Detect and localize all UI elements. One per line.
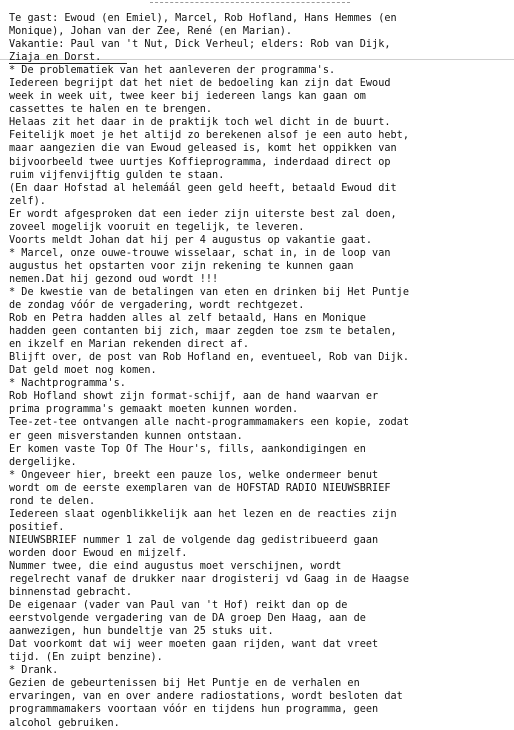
text-line: zelf). (9, 195, 46, 207)
text-line: * De problematiek van het aanleveren der programma's. (9, 65, 336, 77)
text-line: rond te delen. (9, 495, 96, 507)
text-line: prima programma's gemaakt moeten kunnen worden. (9, 404, 299, 416)
text-line: hadden geen contanten bij zich, maar zegden toe zsm te betalen, (9, 326, 397, 338)
text-line: * De kwestie van de betalingen van eten en drinken bij Het Puntje (9, 286, 409, 298)
text-line: Rob en Petra hadden alles al zelf betaald, Hans en Monique (9, 313, 366, 325)
text-line: * Nachtprogramma's. (9, 378, 126, 390)
text-line: worden door Ewoud en mijzelf. (9, 547, 188, 559)
typed-minutes-text (9, 12, 504, 730)
text-line: * Drank. (9, 665, 59, 677)
text-line: programmamakers voortaan vóór en tijdens hun programma, geen (9, 704, 379, 716)
text-line: ervaringen, van en over andere radiostations, wordt besloten dat (9, 691, 403, 703)
text-line: Dat geld moet nog komen. (9, 365, 157, 377)
text-line: bijvoorbeeld twee uurtjes Koffieprogramma, inderdaad direct op (9, 156, 391, 168)
text-line: Iedereen begrijpt dat het niet de bedoeling kan zijn dat Ewoud (9, 78, 391, 90)
text-line: Monique), Johan van der Zee, René (en Marian). (9, 26, 293, 38)
text-line: alcohol gebruiken. (9, 717, 120, 729)
text-line: dergelijke. (9, 456, 77, 468)
text-line: Te gast: Ewoud (en Emiel), Marcel, Rob Hofland, Hans Hemmes (en (9, 13, 397, 24)
text-line: Gezien de gebeurtenissen bij Het Puntje en de verhalen en (9, 678, 360, 690)
text-line: NIEUWSBRIEF nummer 1 zal de volgende dag gedistribueerd gaan (9, 534, 379, 546)
text-line: er geen misverstanden kunnen ontstaan. (9, 430, 243, 442)
text-line: zoveel mogelijk vooruit en tegelijk, te leveren. (9, 221, 305, 233)
text-line: Tee-zet-tee ontvangen alle nacht-programmamakers een kopie, zodat (9, 417, 409, 429)
text-line: * Marcel, onze ouwe-trouwe wisselaar, schat in, in de loop van (9, 247, 391, 259)
text-line: Blijft over, de post van Rob Hofland en, eventueel, Rob van Dijk. (9, 352, 409, 364)
text-line: Nummer twee, die eind augustus moet verschijnen, wordt (9, 560, 342, 572)
text-line: * Ongeveer hier, breekt een pauze los, welke ondermeer benut (9, 469, 379, 481)
text-line: augustus het opstarten voor zijn rekening te kunnen gaan (9, 260, 354, 272)
text-line: Dat voorkomt dat wij weer moeten gaan rijden, want dat vreet (9, 639, 379, 651)
text-line: cassettes te halen en te brengen. (9, 104, 213, 116)
text-line: regelrecht vanaf de drukker naar drogisterij vd Gaag in de Haagse (9, 574, 409, 586)
text-line: Voorts meldt Johan dat hij per 4 augustus op vakantie gaat. (9, 234, 373, 246)
text-line: Rob Hofland showt zijn format-schijf, aan de hand waarvan er (9, 391, 379, 403)
text-line: nemen.Dat hij gezond oud wordt !!! (9, 273, 219, 285)
text-line: Er komen vaste Top Of The Hour's, fills, aankondigingen en (9, 443, 366, 455)
text-line: Ziaja en Dorst. (9, 51, 504, 64)
text-line: positief. (9, 521, 65, 533)
text-line: Vakantie: Paul van 't Nut, Dick Verheul; elders: Rob van Dijk, (9, 39, 391, 51)
text-line: ruim vijfenvijftig gulden te staan. (9, 169, 225, 181)
cut-off-header-fragment (150, 0, 350, 3)
text-line: Er wordt afgesproken dat een ieder zijn uiterste best zal doen, (9, 208, 397, 220)
text-line: tijd. (En zuipt benzine). (9, 652, 163, 664)
text-line: (En daar Hofstad al helemáál geen geld heeft, betaald Ewoud dit (9, 182, 397, 194)
text-line: en ikzelf en Marian rekenden direct af. (9, 339, 249, 351)
text-line: maar aangezien die van Ewoud geleased is, komt het oppikken van (9, 143, 397, 155)
text-line: Helaas zit het daar in de praktijk toch wel dicht in de buurt. (9, 117, 391, 129)
text-line: Feitelijk moet je het altijd zo berekenen alsof je een auto hebt, (9, 130, 409, 142)
text-line: eerstvolgende vergadering van de DA groep Den Haag, aan de (9, 613, 366, 625)
text-line: week in week uit, twee keer bij iedereen langs kan gaan om (9, 91, 366, 103)
text-line: binnenstad gebracht. (9, 587, 133, 599)
text-line: de zondag vóór de vergadering, wordt rechtgezet. (9, 300, 305, 312)
text-line: wordt om de eerste exemplaren van de HOFSTAD RADIO NIEUWSBRIEF (9, 482, 391, 494)
text-line: De eigenaar (vader van Paul van 't Hof) reikt dan op de (9, 600, 348, 612)
text-line: aanwezigen, hun bundeltje van 25 stuks uit. (9, 626, 274, 638)
text-line: Iedereen slaat ogenblikkelijk aan het lezen en de reacties zijn (9, 508, 397, 520)
